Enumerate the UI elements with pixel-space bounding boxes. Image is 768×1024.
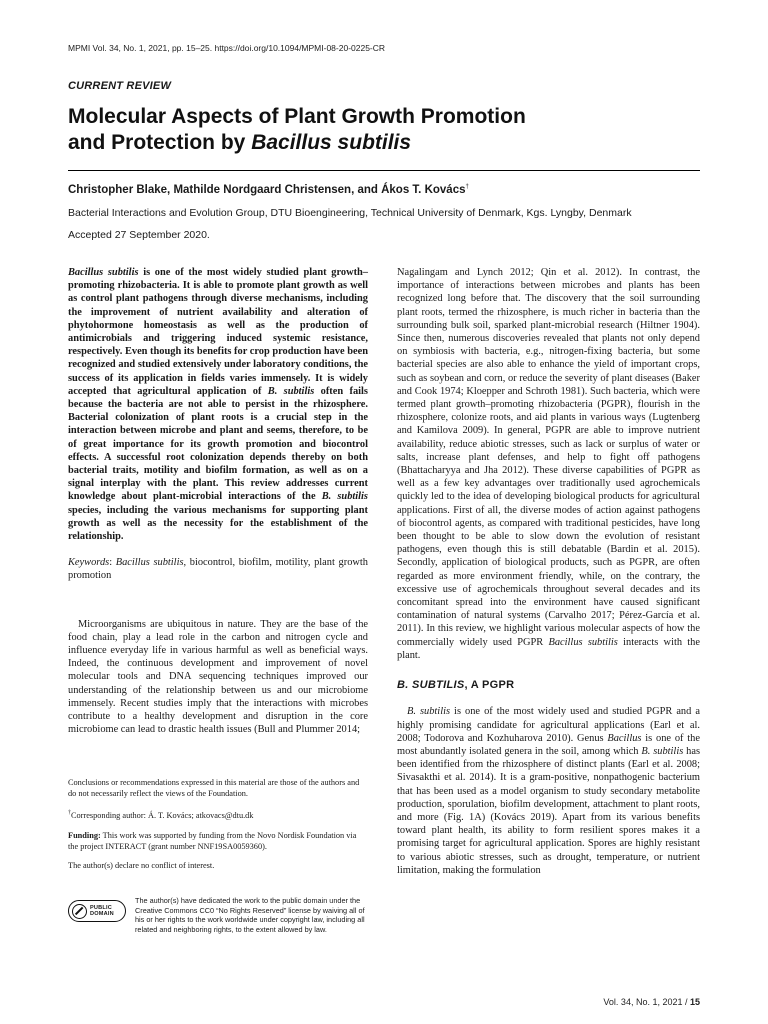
author-list — [68, 184, 469, 196]
corresponding-author-note — [68, 808, 368, 821]
right-column — [397, 266, 700, 877]
keywords-species: Bacillus subtilis — [115, 557, 184, 569]
section-species-2: B. subtilis — [641, 745, 684, 757]
abstract-text-1: is one of the most widely studied plant growth–promoting rhizobacteria. It is able to promote plant growth as well as control plant pathogens through diverse mechanisms, including the improvement of nutrient availability and alteration of phytohormone homeostasis as well as the production of antimicrobials and triggering induced systemic resistance, respectively. Even though its benefits for crop production have been recognized and studied extensively under laboratory conditions, the success of its application in fields varies immensely. It is widely accepted that agricultural application of — [68, 267, 369, 397]
page-number: 15 — [689, 997, 700, 1007]
intro-right-end: interacts with the plant. — [397, 636, 700, 661]
license-text: The author(s) have dedicated the work to the public domain under the Creative Commons CC0 “No Rights Reserved” license by waiving all of his or her rights to the work worldwide under copyright law, including all related and neighboring rights, to the extent allowed by law. — [135, 896, 365, 934]
conflict-note: The author(s) declare no conflict of interest. — [68, 861, 215, 871]
section-heading-species: B. SUBTILIS — [397, 679, 465, 692]
corresponding-mark: † — [68, 810, 71, 817]
funding-note — [68, 831, 368, 852]
accepted-date: Accepted 27 September 2020. — [68, 229, 210, 241]
abstract-species-short-2: B. subtilis — [321, 491, 368, 503]
author-names: Christopher Blake, Mathilde Nordgaard Christensen, and Ákos T. Kovács — [68, 184, 466, 196]
section-text-3: has been identified from the rhizosphere of distinct plants (Earl et al. 2008; Sivasakthi et al. 2014). It is a gram-positive, nonpathogenic bacterium that has been used as a model organism to study secondary metabolite production, sporulation, biofilm development, attachment to plant roots, and more (Fig. 1A) (Kovács 2019). Apart from its various benefits toward plant health, its ability to form resilient spores makes it a promising target for agricultural application. Spores are highly resistant to various abiotic stresses, such as drought, temperature, or nutrient limitation, making the formulation — [397, 745, 700, 876]
section-heading-rest: , A PGPR — [464, 679, 515, 692]
abstract-text-2: often fails because the bacteria are not able to persist in the rhizosphere. Bacterial colonization of plant roots is a crucial step in the interaction between microbe and plant and seems, therefore, to be of great importance for its growth promotion and biocontrol effects. A successful root colonization depends thereby on both bacterial traits, motility and biofilm formation, as well as on a signal interplay with the plant. This review addresses current knowledge about plant-microbial interactions of the — [68, 385, 368, 503]
footer-volume: Vol. 34, No. 1, 2021 / — [603, 997, 690, 1007]
intro-right-text: Nagalingam and Lynch 2012; Qin et al. 2012). In contrast, the importance of interactions between microbes and plants has been recognized long before that. The discovery that the soil surrounding plant roots, termed the rhizosphere, is much richer in bacteria than the surrounding bulk soil, sparked plant-microbial research (Hiltner 1904). Since then, numerous discoveries revealed that plants not only depend on symbiosis with bacteria, e.g., nitrogen-fixing bacteria, but some bacterial species are also able to enhance the yield of important crops, such as soybean and corn, or reduce the severity of plant diseases (Baker and Cook 1974; Kloepper and Schroth 1981). Such bacteria, which were termed plant growth–promoting rhizobacteria (PGPR), flourish in the rhizosphere, colonize roots, and aid plants in various ways (Lugtenberg and Kamilova 2009). In general, PGPR are able to improve nutrient availability, reduce abiotic stresses, such as lack or surplus of water or salts, increase plant defenses, and help to fight off pathogens (Bhattacharyya and Jha 2012). These diverse capabilities of PGPR as well as a few key advantages over traditionally used agrochemicals quickly led to the idea of developing biological products for agricultural applications. First of all, the diverse modes of action against pathogens of biocontrol agents, as compared with traditional pesticides, have long been thought to be able to slow down the evolution of resistant pathogens, even though this is still debatable (Bardin et al. 2015). Secondly, application of biological products, such as PGPR, are often regarded as more environment friendly, while, on the contrary, the excessive use of agrochemicals throughout several decades and its concomitant spread into the environment have caused significant contamination of natural systems (Carvalho 2017; Pérez-García et al. 2011). In this review, we highlight various molecular aspects of how the commercially widely used PGPR — [397, 267, 700, 648]
public-domain-logo — [68, 900, 126, 922]
title-line-2 — [68, 130, 708, 156]
section-genus: Bacillus — [607, 732, 642, 744]
keywords — [68, 556, 368, 582]
running-header: MPMI Vol. 34, No. 1, 2021, pp. 15–25. https://doi.org/10.1094/MPMI-08-20-0225-CR — [68, 43, 386, 53]
section-heading — [397, 679, 700, 692]
page-footer — [603, 997, 700, 1007]
logo-line-2: DOMAIN — [90, 911, 114, 917]
title-line-1: Molecular Aspects of Plant Growth Promotion — [68, 105, 526, 128]
keywords-rest: , biocontrol, biofilm, motility, plant growth promotion — [68, 557, 368, 582]
intro-paragraph-right — [397, 266, 700, 662]
funding-label: Funding: — [68, 830, 101, 840]
logo-line-1: PUBLIC — [90, 904, 113, 911]
funding-text: This work was supported by funding from the Novo Nordisk Foundation via the project INTERACT (grant number NNF19SA0059360). — [68, 830, 357, 851]
keywords-sep: : — [109, 557, 116, 569]
keywords-label: Keywords — [68, 557, 110, 569]
corresponding-text: Corresponding author: Á. T. Kovács; atkovacs@dtu.dk — [71, 811, 254, 821]
article-title — [68, 104, 708, 156]
section-species: B. subtilis — [407, 706, 451, 718]
title-line-2-prefix: and Protection by — [68, 131, 252, 154]
section-text-1: is one of the most widely used and studied PGPR and a highly promising candidate for agricultural applications (Earl et al. 2008; Todorova and Kozhuharova 2010). Genus — [397, 706, 700, 744]
affiliation: Bacterial Interactions and Evolution Group, DTU Bioengineering, Technical University of Denmark, Kgs. Lyngby, Denmark — [68, 207, 632, 219]
intro-right-species: Bacillus subtilis — [548, 636, 618, 648]
title-species: Bacillus subtilis — [251, 131, 412, 154]
section-label: CURRENT REVIEW — [68, 80, 172, 92]
public-domain-icon — [72, 904, 87, 919]
disclaimer-note: Conclusions or recommendations expressed in this material are those of the authors and do not necessarily reflect the views of the Foundation. — [68, 778, 360, 798]
abstract — [68, 266, 368, 543]
public-domain-logo-text — [90, 905, 114, 917]
title-rule — [68, 170, 700, 171]
author-mark: † — [465, 184, 469, 191]
section-paragraph — [397, 705, 700, 877]
section-text-2: is one of the most abundantly isolated genera in the soil, among which — [397, 732, 700, 757]
abstract-species-short: B. subtilis — [267, 385, 315, 397]
abstract-species: Bacillus subtilis — [68, 267, 139, 278]
left-column — [68, 266, 368, 737]
intro-paragraph-left: Microorganisms are ubiquitous in nature. They are the base of the food chain, play a lead role in the carbon and nitrogen cycle and influence everyday life in various harmful as well as beneficial ways. Indeed, the continuous development and improvement of novel molecular tools and DNA sequencing techniques improved our understanding of the relationship between us and our microbiome immensely. Recent studies imply that the interactions with microbes contribute to a healthy development and disruption in the core microbiome can lead to drastic health issues (Bull and Plummer 2014; — [68, 618, 368, 736]
footnotes — [68, 778, 368, 881]
abstract-text-3: species, including the various mechanisms for supporting plant growth as well as the necessity for the establishment of the relationship. — [68, 504, 368, 543]
